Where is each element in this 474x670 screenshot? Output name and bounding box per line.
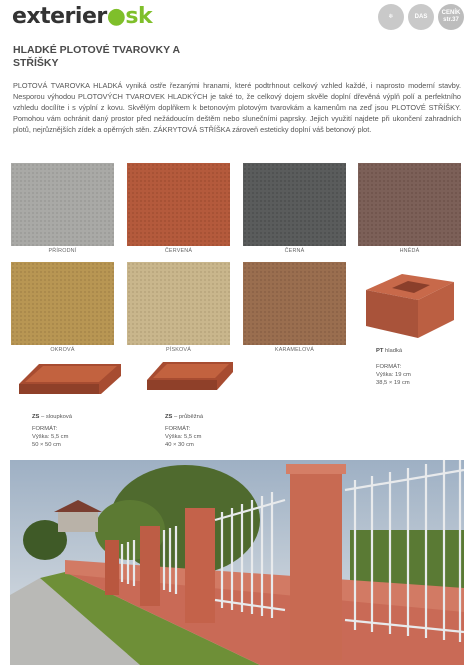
fence-photo [10, 460, 464, 665]
swatch-tile [11, 262, 114, 345]
price-badge-icon: CENÍK str.37 [438, 4, 464, 30]
swatch-label: ČERNÁ [284, 248, 305, 254]
zs-prubezna-label [165, 413, 203, 449]
zs-sloupkova-label [32, 413, 72, 449]
pt-name: hladká [385, 348, 403, 354]
swatch-tile [127, 262, 230, 345]
zs1-name: – sloupková [41, 414, 72, 420]
swatch-okrova [11, 262, 114, 353]
swatch-tile [243, 163, 346, 246]
logo-main: exterier [12, 4, 107, 29]
zs-prubezna-image [145, 358, 237, 394]
swatch-label: HNĚDÁ [399, 248, 420, 254]
zs2-size2: 40 × 30 cm [165, 442, 194, 448]
swatch-label: OKROVÁ [50, 347, 75, 353]
swatch-tile [358, 163, 461, 246]
zs-sloupkova-image [17, 360, 127, 400]
frost-badge-icon: ❄ [378, 4, 404, 30]
swatch-tile [11, 163, 114, 246]
swatch-karamelova [243, 262, 346, 353]
swatch-cerna [243, 163, 346, 254]
pt-code: PT [376, 348, 384, 354]
zs2-format-label: FORMÁT: [165, 426, 191, 432]
page-title: HLADKÉ PLOTOVÉ TVAROVKY A STŘÍŠKY [13, 44, 180, 69]
zs1-format-label: FORMÁT: [32, 426, 58, 432]
zs1-code: ZS [32, 414, 40, 420]
pt-size2: 38,5 × 19 cm [376, 380, 410, 386]
swatch-piskova [127, 262, 230, 353]
swatch-label: PÍSKOVÁ [165, 347, 192, 353]
swatch-tile [127, 163, 230, 246]
logo-accent: ●sk [106, 4, 153, 29]
header-badges [378, 4, 464, 30]
swatch-cervena [127, 163, 230, 254]
zs2-size1: Výška: 5,5 cm [165, 434, 202, 440]
swatch-prirodni [11, 163, 114, 254]
zs2-code: ZS [165, 414, 173, 420]
zs1-size1: Výška: 5,5 cm [32, 434, 69, 440]
swatch-label: KARAMELOVÁ [274, 347, 315, 353]
pt-block-image [362, 268, 458, 344]
pt-size1: Výška: 19 cm [376, 372, 411, 378]
swatch-label: PŘÍRODNÍ [48, 248, 77, 254]
zs2-name: – průběžná [174, 414, 204, 420]
brand-logo [12, 4, 152, 29]
intro-paragraph: PLOTOVÁ TVAROVKA HLADKÁ vyniká ostře řezanými hranami, které podtrhnout celkový vzhled každé, i naprosto moderní stavby. Nesporou výhodou PLOTOVÝCH TVAROVEK HLADKÝCH je také to, že celkový dojem skvěle doplní dřevěná výplň polí a perfektního vzhledu docílíte i s výplní z kovu. Skvělým doplňkem k betonovým plotovým tvarovkám a kamenům na zeď jsou PLOTOVÉ STŘÍŠKY. Pomohou vám ochránit daný prostor před nežádoucím deštěm nebo slunečními paprsky. Jejich využití najdete při ukončení zahradních plotů, nejrůznějších zídek a opěrných stěn. ZÁKRYTOVÁ STŘÍŠKA zároveň esteticky doplní váš betonový plot. [13, 81, 461, 134]
pt-format-label: FORMÁT: [376, 364, 402, 370]
pt-label [376, 347, 411, 387]
das-badge-icon: DAS [408, 4, 434, 30]
swatch-hneda [358, 163, 461, 254]
swatch-tile [243, 262, 346, 345]
swatch-label: ČERVENÁ [164, 248, 193, 254]
zs1-size2: 50 × 50 cm [32, 442, 61, 448]
